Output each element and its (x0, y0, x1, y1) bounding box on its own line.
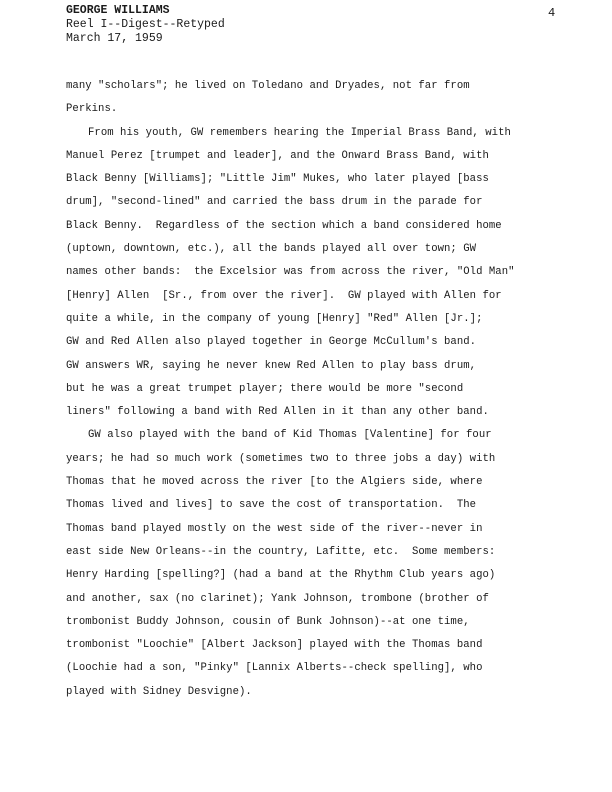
body-line: and another, sax (no clarinet); Yank Johnson, trombone (brother of (66, 592, 489, 605)
body-line: Black Benny. Regardless of the section which a band considered home (66, 219, 502, 232)
body-line: Black Benny [Williams]; "Little Jim" Mukes, who later played [bass (66, 173, 489, 186)
page-number: 4 (548, 6, 556, 20)
header-date: March 17, 1959 (66, 32, 163, 45)
body-line: [Henry] Allen [Sr., from over the river]. GW played with Allen for (66, 289, 502, 302)
header-reel: Reel I--Digest--Retyped (66, 18, 225, 31)
body-line: (Loochie had a son, "Pinky" [Lannix Alberts--check spelling], who (66, 662, 483, 675)
body-line: Thomas band played mostly on the west side of the river--never in (66, 522, 483, 535)
body-line: names other bands: the Excelsior was from across the river, "Old Man" (66, 266, 515, 279)
body-line: GW answers WR, saying he never knew Red Allen to play bass drum, (66, 359, 477, 372)
body-line: Thomas lived and lives] to save the cost of transportation. The (66, 499, 477, 512)
document-body (66, 75, 566, 704)
body-line: liners" following a band with Red Allen in it than any other band. (66, 406, 489, 419)
body-line: east side New Orleans--in the country, Lafitte, etc. Some members: (66, 545, 496, 558)
body-line: (uptown, downtown, etc.), all the bands played all over town; GW (66, 243, 477, 256)
body-line: quite a while, in the company of young [Henry] "Red" Allen [Jr.]; (66, 312, 483, 325)
body-line: played with Sidney Desvigne). (66, 685, 252, 698)
body-line: GW and Red Allen also played together in George McCullum's band. (66, 336, 477, 349)
body-line: many "scholars"; he lived on Toledano and Dryades, not far from (66, 80, 470, 92)
document-header (66, 4, 225, 46)
body-line: Henry Harding [spelling?] (had a band at the Rhythm Club years ago) (66, 569, 496, 582)
body-line: drum], "second-lined" and carried the bass drum in the parade for (66, 196, 483, 209)
body-line: GW also played with the band of Kid Thomas [Valentine] for four (88, 429, 492, 442)
header-name: GEORGE WILLIAMS (66, 4, 170, 17)
body-line: Manuel Perez [trumpet and leader], and the Onward Brass Band, with (66, 149, 489, 162)
body-line: years; he had so much work (sometimes two to three jobs a day) with (66, 452, 496, 465)
body-line: trombonist "Loochie" [Albert Jackson] played with the Thomas band (66, 639, 483, 652)
body-line: Thomas that he moved across the river [to the Algiers side, where (66, 476, 483, 489)
body-line: trombonist Buddy Johnson, cousin of Bunk Johnson)--at one time, (66, 615, 470, 628)
body-line: Perkins. (66, 103, 118, 116)
body-line: but he was a great trumpet player; there would be more "second (66, 382, 464, 395)
body-line: From his youth, GW remembers hearing the Imperial Brass Band, with (88, 126, 511, 139)
